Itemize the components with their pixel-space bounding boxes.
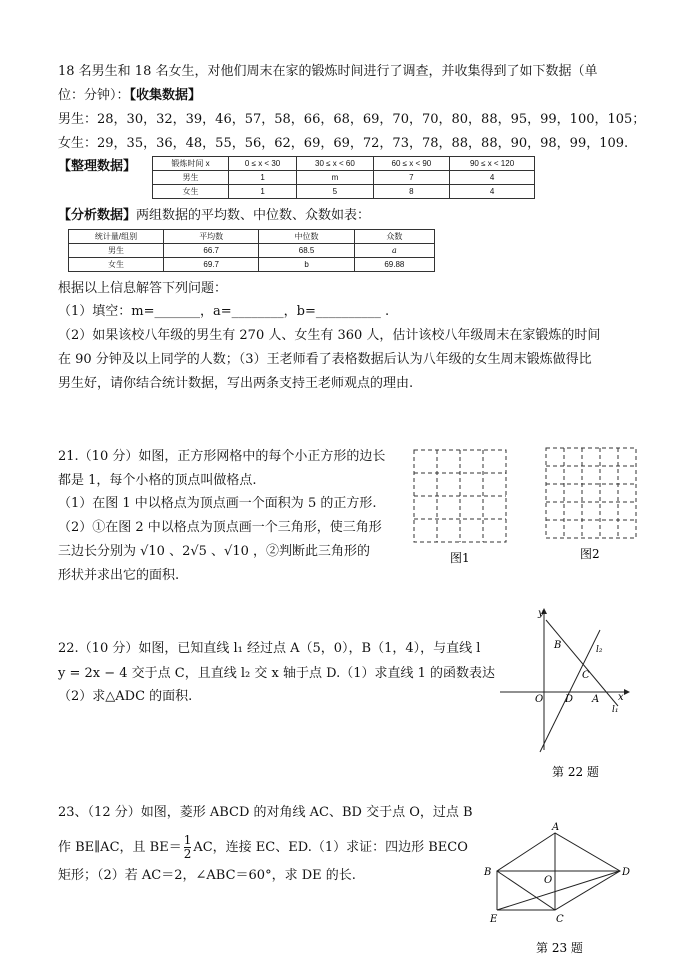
- table-cell: 4: [450, 185, 535, 199]
- q23-line-1: 23、（12 分）如图，菱形 ABCD 的对角线 AC、BD 交于点 O，过点 B: [58, 805, 473, 820]
- point-a-label: A: [592, 694, 600, 705]
- table-cell: 69.7: [164, 258, 259, 272]
- table-cell: a: [354, 244, 434, 258]
- q20-part2-line2: 在 90 分钟及以上同学的人数；（3）王老师看了表格数据后认为八年级的女生周末锻炼做得比: [58, 352, 592, 367]
- q21-line-3: （1）在图 1 中以格点为顶点画一个面积为 5 的正方形.: [58, 496, 377, 511]
- q20-part3: 男生好，请你结合统计数据，写出两条支持王老师观点的理由.: [58, 376, 414, 391]
- fig2-caption: 图2: [580, 547, 600, 561]
- point-c-label: C: [556, 914, 564, 925]
- q21-line-2: 都是 1，每个小格的顶点叫做格点.: [58, 473, 257, 488]
- point-o-label: O: [544, 875, 553, 886]
- grid-figure-1: [414, 450, 506, 542]
- l1-label: l₁: [612, 705, 619, 715]
- table-cell: m: [297, 171, 373, 185]
- q21-line-6: 形状并求出它的面积.: [58, 568, 180, 583]
- table-header-cell: 60 ≤ x < 90: [373, 157, 449, 171]
- intro-line-1: 18 名男生和 18 名女生，对他们周末在家的锻炼时间进行了调查，并收集得到了如下数据（单: [58, 64, 598, 79]
- q20-prompt: 根据以上信息解答下列问题：: [58, 281, 228, 296]
- table-cell: 8: [373, 185, 449, 199]
- intro-line-2: [58, 86, 201, 106]
- table-cell: 66.7: [164, 244, 259, 258]
- table-header-cell: 30 ≤ x < 60: [297, 157, 373, 171]
- q22-line-1: 22.（10 分）如图，已知直线 l₁ 经过点 A（5，0），B（1，4），与直线 l: [58, 641, 481, 656]
- q20-part2-line1: （2）如果该校八年级的男生有 270 人、女生有 360 人，估计该校八年级周末在家锻炼的时间: [58, 328, 601, 343]
- q23-line-2b: AC，连接 EC、ED.（1）求证：四边形 BECO: [193, 840, 468, 855]
- q21-line-1: 21.（10 分）如图，正方形网格中的每个小正方形的边长: [58, 449, 386, 464]
- line-l1: [546, 620, 618, 706]
- analyze-text: 两组数据的平均数、中位数、众数如表：: [136, 208, 371, 223]
- girls-data: 女生：29，35，36，48，55，56，62，69，69，72，73，78，88，88，90，98，99，109.: [58, 136, 629, 151]
- fraction-numerator: 1: [183, 833, 192, 847]
- grid-figure-2: [546, 448, 636, 538]
- table-cell: 女生: [153, 185, 229, 199]
- q21-line-4: （2）①在图 2 中以格点为顶点画一个三角形，使三角形: [58, 520, 382, 535]
- analyze-line: [58, 206, 370, 226]
- grid-border: [546, 448, 636, 538]
- table-row: [69, 230, 435, 244]
- q23-line-2: [58, 834, 468, 861]
- table-header-cell: 锻炼时间 x: [153, 157, 229, 171]
- x-label: x: [618, 692, 624, 703]
- q22-figure: [496, 600, 636, 785]
- table-header-cell: 90 ≤ x < 120: [450, 157, 535, 171]
- table-header-cell: 统计量/组别: [69, 230, 164, 244]
- frequency-table: [152, 156, 535, 199]
- table-cell: 4: [450, 171, 535, 185]
- point-d-label: D: [622, 867, 631, 878]
- fraction-denominator: 2: [183, 847, 192, 861]
- fraction: [184, 834, 192, 861]
- y-label: y: [538, 608, 544, 619]
- table-cell: 男生: [69, 244, 164, 258]
- table-header-cell: 0 ≤ x < 30: [229, 157, 297, 171]
- analyze-data-label: 【分析数据】: [58, 208, 137, 223]
- table-row: [69, 258, 435, 272]
- q21-figures: [410, 445, 640, 570]
- point-b-label: B: [484, 867, 492, 878]
- point-d-label: D: [565, 694, 574, 705]
- q22-caption: 第 22 题: [552, 765, 599, 779]
- point-a-label: A: [552, 822, 560, 833]
- x-axis-arrow: [624, 689, 630, 695]
- table-row: [153, 157, 535, 171]
- table-cell: 女生: [69, 258, 164, 272]
- segment-ed: [497, 871, 620, 910]
- table-cell: 男生: [153, 171, 229, 185]
- point-e-label: E: [490, 914, 498, 925]
- fig1-caption: 图1: [450, 551, 470, 565]
- table-header-cell: 众数: [354, 230, 434, 244]
- q20-part1: （1）填空：m=_______，a=________，b=__________ .: [58, 304, 390, 319]
- table-cell: 5: [297, 185, 373, 199]
- table-cell: 69.88: [354, 258, 434, 272]
- table-cell: 7: [373, 171, 449, 185]
- q22-line-2: y = 2x − 4 交于点 C，且直线 l₂ 交 x 轴于点 D.（1）求直线 1 的函数表达: [58, 666, 496, 681]
- q21-line-5: 三边长分别为 √10 、2√5 、√10 ，②判断此三角形的: [58, 544, 371, 559]
- table-row: [153, 185, 535, 199]
- table-header-cell: 平均数: [164, 230, 259, 244]
- boys-data: 男生：28，30，32，39，46，57，58，66，68，69，70，70，80，88，95，99，100，105；: [58, 112, 646, 127]
- table-cell: 1: [229, 185, 297, 199]
- collect-data-label: 【收集数据】: [129, 88, 202, 103]
- intro-unit: 位：分钟）：: [58, 88, 130, 103]
- table-header-cell: 中位数: [259, 230, 354, 244]
- table-cell: 68.5: [259, 244, 354, 258]
- point-b-label: B: [554, 640, 562, 651]
- q23-figure: [480, 818, 632, 960]
- origin-label: O: [535, 694, 544, 705]
- table-row: [69, 244, 435, 258]
- q23-line-3: 矩形；（2）若 AC＝2，∠ABC＝60°，求 DE 的长.: [58, 868, 356, 883]
- l2-label: l₂: [596, 645, 603, 655]
- point-c-label: C: [582, 670, 590, 681]
- organize-data-label: 【整理数据】: [58, 159, 137, 174]
- q23-line-2a: 作 BE∥AC，且 BE＝: [58, 840, 182, 855]
- q23-caption: 第 23 题: [536, 941, 583, 955]
- table-cell: 1: [229, 171, 297, 185]
- table-row: [153, 171, 535, 185]
- table-cell: b: [259, 258, 354, 272]
- q22-line-3: （2）求△ADC 的面积.: [58, 689, 193, 704]
- stats-table: [68, 229, 435, 272]
